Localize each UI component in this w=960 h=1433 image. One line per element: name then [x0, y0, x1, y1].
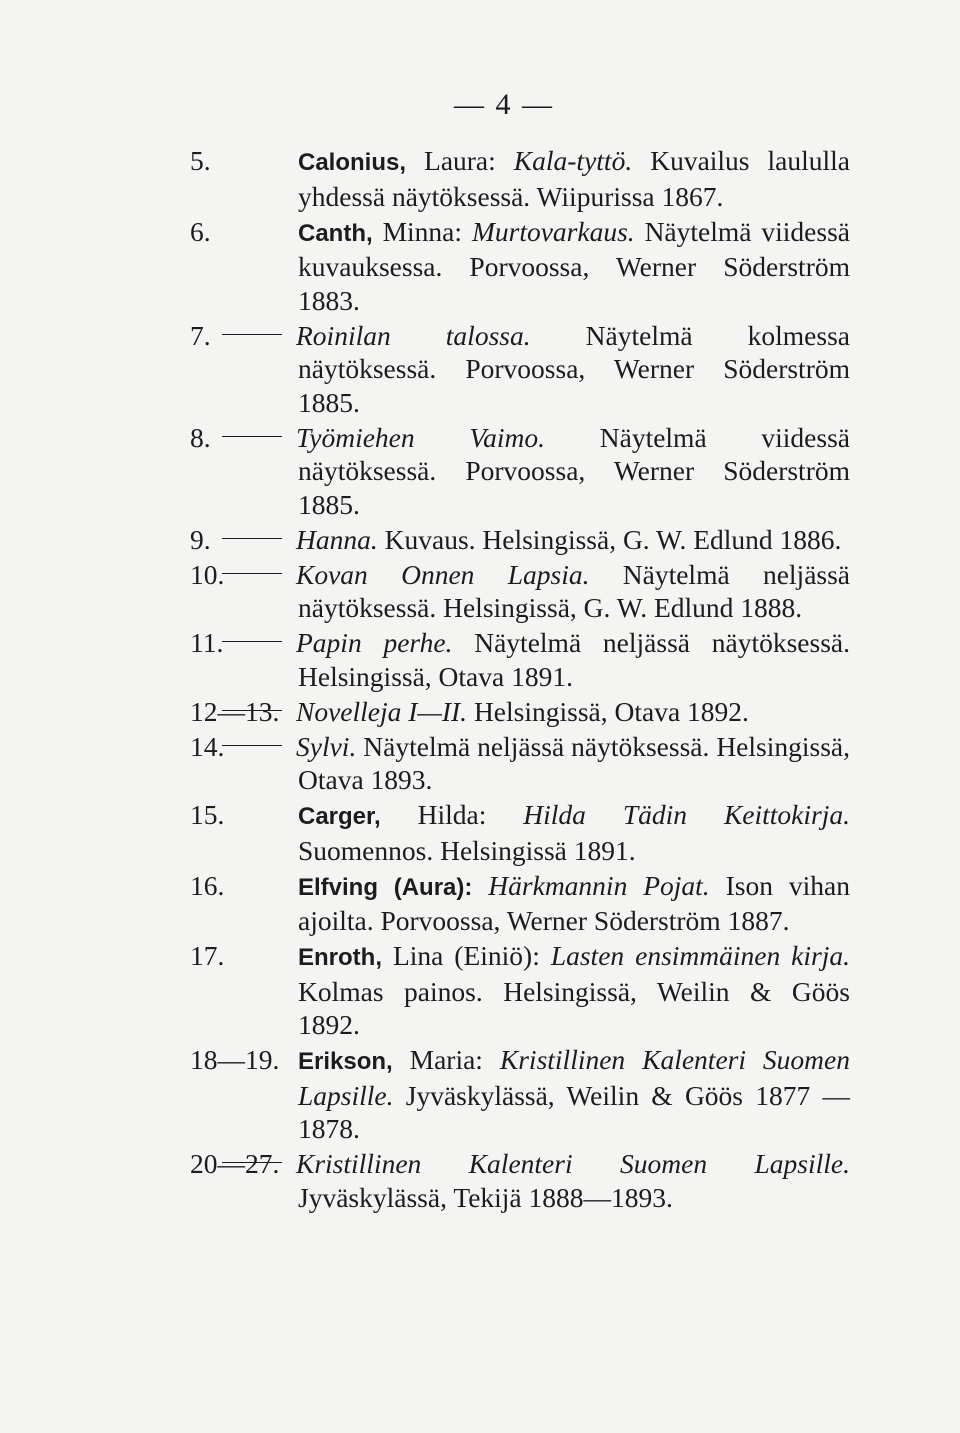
list-item [190, 730, 850, 797]
list-item [190, 939, 850, 1042]
entry-number: 15. [190, 799, 225, 830]
entry-text: Ison vihan ajoilta. Porvoossa, Werner Söderström 1887. [298, 869, 850, 936]
author-rest: Maria: [392, 1044, 483, 1075]
author-name: Enroth, [298, 944, 382, 971]
list-item [190, 523, 850, 557]
entry-text: Näytelmä neljässä näytöksessä. Helsingissä, G. W. Edlund 1888. [298, 558, 851, 623]
work-title: Murtovarkaus. [471, 215, 635, 247]
entry-number: 14. [190, 730, 225, 762]
ditto-dash [222, 573, 282, 574]
entry-text: Kuvaus. Helsingissä, G. W. Edlund 1886. [377, 523, 842, 555]
list-item [190, 1147, 850, 1214]
work-title: Novelleja I—II. [296, 695, 468, 727]
entry-number: 6. [190, 215, 211, 247]
work-title: Papin perhe. [296, 627, 453, 658]
ditto-dash [222, 436, 282, 437]
ditto-dash [222, 710, 282, 711]
entry-text: Näytelmä kolmessa näytöksessä. Porvoossa, Werner Söderström 1885. [298, 319, 850, 418]
entry-text: Jyväskylässä, Tekijä 1888—1893. [298, 1181, 673, 1213]
author-rest: Hilda: [380, 799, 487, 830]
entry-number: 16. [190, 869, 225, 901]
entry-number: 12—13. [190, 695, 280, 727]
list-item [190, 626, 850, 693]
list-item [190, 869, 850, 938]
work-title: Kovan Onnen Lapsia. [296, 558, 590, 590]
entry-text: Näytelmä viidessä kuvauksessa. Porvoossa, Werner Söderström 1883. [298, 215, 850, 316]
work-title: Työmiehen Vaimo. [296, 421, 545, 453]
page-number: — 4 — [454, 88, 554, 121]
ditto-dash [222, 538, 282, 539]
list-item [190, 695, 850, 729]
list-item [190, 319, 850, 420]
entry-number: 20—27. [190, 1148, 280, 1179]
entry-text: Suomennos. Helsingissä 1891. [298, 834, 636, 866]
list-item [190, 215, 850, 318]
entry-text: Helsingissä, Otava 1892. [467, 695, 749, 727]
entry-text: Näytelmä neljässä näytöksessä. Helsingissä, Otava 1893. [298, 730, 850, 795]
bibliography-list [190, 144, 850, 1216]
author-name: Erikson, [298, 1048, 393, 1075]
entry-number: 7. [190, 319, 211, 351]
entry-number: 18—19. [190, 1044, 280, 1075]
author-name: Elfving (Aura): [298, 873, 473, 901]
entry-text: Kolmas painos. Helsingissä, Weilin & Göös 1892. [298, 975, 850, 1040]
author-rest: Laura: [406, 145, 496, 176]
ditto-dash [222, 641, 282, 642]
list-item [190, 558, 850, 625]
work-title: Kristillinen Kalenteri Suomen Lapsille. [296, 1148, 850, 1179]
ditto-dash [222, 745, 282, 746]
author-name: Carger, [298, 803, 381, 830]
list-item [190, 798, 850, 867]
entry-number: 8. [190, 421, 211, 453]
work-title: Lasten ensimmäinen kirja. [550, 940, 850, 971]
work-title: Hilda Tädin Keittokirja. [523, 799, 850, 830]
work-title: Sylvi. [296, 730, 357, 762]
author-rest: Lina (Einiö): [382, 940, 540, 971]
ditto-dash [222, 1162, 282, 1163]
work-title: Roinilan talossa. [296, 319, 531, 351]
entry-text: Jyväskylässä, Weilin & Göös 1877 —1878. [298, 1079, 850, 1144]
author-rest: Minna: [372, 215, 463, 247]
entry-number: 17. [190, 940, 225, 971]
work-title: Kristillinen Kalenteri Suomen Lapsille. [298, 1044, 850, 1111]
ditto-dash [222, 334, 282, 335]
entry-number: 10. [190, 558, 225, 590]
list-item [190, 421, 850, 522]
work-title: Kala-tyttö. [513, 145, 633, 176]
author-name: Canth, [298, 219, 373, 247]
entry-text: Näytelmä neljässä näytöksessä. Helsingissä, Otava 1891. [298, 627, 850, 692]
author-name: Calonius, [298, 149, 407, 176]
list-item [190, 1043, 850, 1146]
entry-number: 5. [190, 145, 211, 176]
entry-number: 11. [190, 627, 224, 658]
work-title: Hanna. [296, 523, 378, 555]
list-item [190, 144, 850, 213]
work-title: Härkmannin Pojat. [488, 869, 710, 901]
entry-text: Näytelmä viidessä näytöksessä. Porvoossa, Werner Söderström 1885. [298, 421, 850, 520]
entry-text: Kuvailus laululla yhdessä näytöksessä. Wiipurissa 1867. [298, 145, 850, 212]
entry-number: 9. [190, 523, 211, 555]
